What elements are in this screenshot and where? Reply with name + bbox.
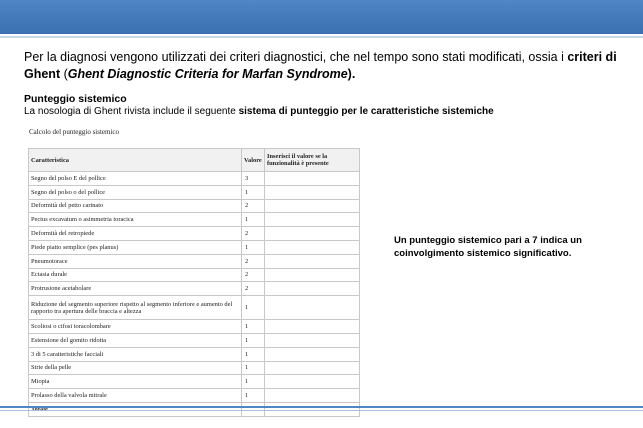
feature-cell: Protrusione acetabolare: [29, 282, 242, 296]
presence-input-cell[interactable]: [265, 240, 360, 254]
table-row: [29, 375, 360, 389]
feature-cell: Riduzione del segmento superiore rispetto al segmento inferiore e aumento del rapporto tra apertura delle braccia e altezza: [29, 296, 242, 320]
table-body: [29, 172, 360, 417]
table-row: [29, 347, 360, 361]
value-cell: 1: [242, 347, 265, 361]
presence-input-cell[interactable]: [265, 389, 360, 403]
feature-cell: Segno del polso o del pollice: [29, 185, 242, 199]
header-feature: Caratteristica: [29, 149, 242, 172]
section-title: Punteggio sistemico: [24, 93, 127, 105]
presence-input-cell[interactable]: [265, 199, 360, 213]
feature-cell: Estensione del gomito ridotta: [29, 333, 242, 347]
presence-input-cell[interactable]: [265, 333, 360, 347]
presence-input-cell[interactable]: [265, 296, 360, 320]
table-row: [29, 199, 360, 213]
feature-cell: Ectasia durale: [29, 268, 242, 282]
value-cell: 1: [242, 185, 265, 199]
intro-text-1: Per la diagnosi vengono utilizzati dei criteri diagnostici, che nel tempo sono stati modificati, ossia i: [24, 50, 568, 64]
table-row: [29, 227, 360, 241]
feature-cell: Pneumotorace: [29, 254, 242, 268]
table-row: [29, 361, 360, 375]
feature-cell: Deformità del petto carinato: [29, 199, 242, 213]
value-cell: 1: [242, 296, 265, 320]
feature-cell: Deformità del retropiede: [29, 227, 242, 241]
table-row: [29, 282, 360, 296]
score-note: Un punteggio sistemico pari a 7 indica un coinvolgimento sistemico significativo.: [394, 235, 582, 259]
table-row: [29, 268, 360, 282]
table-row: [29, 185, 360, 199]
feature-cell: Segno del polso E del pollice: [29, 172, 242, 186]
presence-input-cell[interactable]: [265, 361, 360, 375]
value-cell: 2: [242, 227, 265, 241]
presence-input-cell[interactable]: [265, 213, 360, 227]
presence-input-cell[interactable]: [265, 347, 360, 361]
table-caption: Calcolo del punteggio sistemico: [29, 128, 120, 136]
presence-input-cell[interactable]: [265, 172, 360, 186]
intro-bold-ghent: criteri di Ghent: [24, 50, 617, 81]
value-cell: 1: [242, 389, 265, 403]
intro-text-2: (: [60, 67, 68, 81]
feature-cell: Scoliosi o cifosi toracolombare: [29, 320, 242, 334]
footer-divider-thin: [0, 410, 643, 411]
value-cell: 1: [242, 375, 265, 389]
table-row: [29, 240, 360, 254]
presence-input-cell[interactable]: [265, 268, 360, 282]
table-row: [29, 254, 360, 268]
intro-criteria-name: Ghent Diagnostic Criteria for Marfan Syndrome: [67, 67, 348, 81]
intro-text-3: ).: [347, 67, 356, 81]
feature-cell: Pectus excavatum o asimmetria toracica: [29, 213, 242, 227]
systemic-score-table: [28, 148, 360, 417]
feature-cell: Prolasso della valvola mitrale: [29, 389, 242, 403]
feature-cell: Strie della pelle: [29, 361, 242, 375]
header-divider: [0, 36, 643, 38]
header-value: Valore: [242, 149, 265, 172]
presence-input-cell[interactable]: [265, 375, 360, 389]
presence-input-cell[interactable]: [265, 254, 360, 268]
header-bar: [0, 0, 643, 34]
section-desc-bold: sistema di punteggio per le caratteristiche sistemiche: [238, 106, 494, 117]
value-cell: 2: [242, 282, 265, 296]
value-cell: 2: [242, 268, 265, 282]
value-cell: 1: [242, 361, 265, 375]
presence-input-cell[interactable]: [265, 185, 360, 199]
feature-cell: Miopia: [29, 375, 242, 389]
table-header-row: [29, 149, 360, 172]
intro-paragraph: [24, 49, 624, 83]
value-cell: 3: [242, 172, 265, 186]
table-row: [29, 320, 360, 334]
value-cell: 2: [242, 199, 265, 213]
footer-divider: [0, 406, 643, 408]
value-cell: 1: [242, 240, 265, 254]
feature-cell: Piede piatto semplice (pes planus): [29, 240, 242, 254]
value-cell: 1: [242, 333, 265, 347]
table-row: [29, 172, 360, 186]
table-row: [29, 296, 360, 320]
value-cell: 1: [242, 320, 265, 334]
table-row: [29, 333, 360, 347]
table-row: [29, 213, 360, 227]
value-cell: 1: [242, 213, 265, 227]
header-input: Inserisci il valore se la funzionalità è presente: [265, 149, 360, 172]
presence-input-cell[interactable]: [265, 227, 360, 241]
presence-input-cell[interactable]: [265, 320, 360, 334]
table-row: [29, 389, 360, 403]
section-description: [24, 106, 494, 117]
value-cell: 2: [242, 254, 265, 268]
feature-cell: 3 di 5 caratteristiche facciali: [29, 347, 242, 361]
presence-input-cell[interactable]: [265, 282, 360, 296]
section-desc-text: La nosologia di Ghent rivista include il seguente: [24, 106, 239, 117]
